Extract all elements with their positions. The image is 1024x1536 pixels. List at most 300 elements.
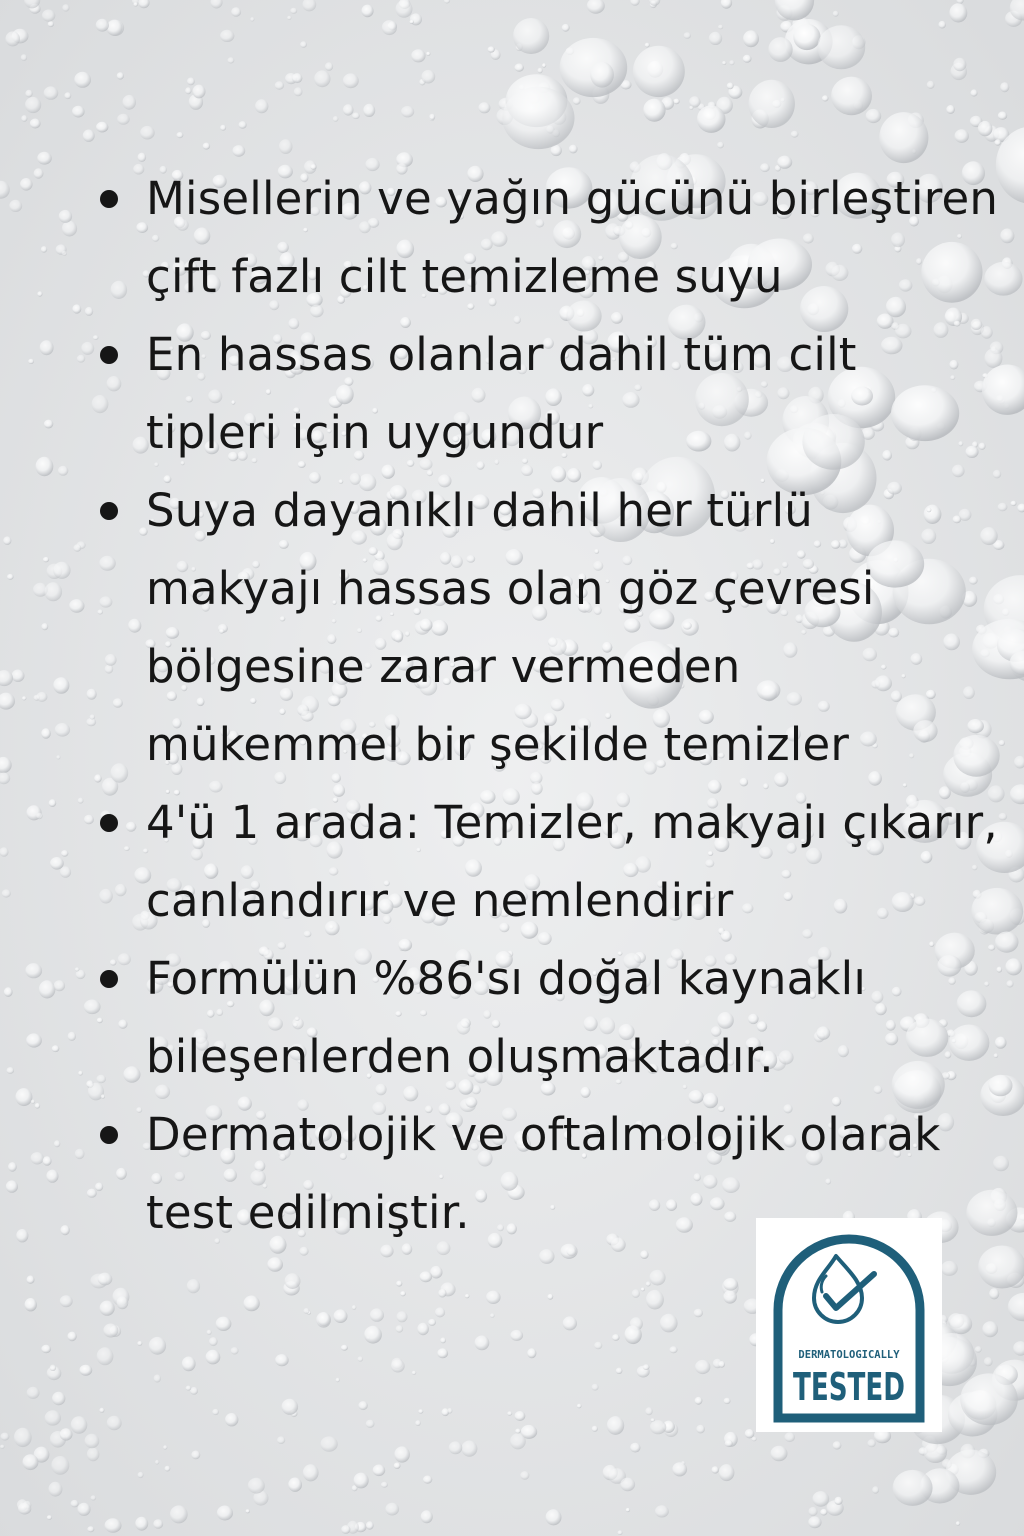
water-droplet <box>334 1309 348 1323</box>
water-droplet <box>68 1032 76 1041</box>
water-droplet <box>970 89 977 96</box>
water-droplet <box>418 1409 423 1413</box>
water-droplet <box>366 1521 374 1529</box>
water-droplet <box>72 304 81 313</box>
water-droplet <box>41 728 51 739</box>
water-droplet <box>56 755 60 759</box>
water-droplet <box>140 126 155 140</box>
water-droplet <box>77 355 85 363</box>
water-droplet <box>694 1309 703 1318</box>
water-droplet <box>44 582 62 601</box>
water-droplet <box>527 1348 536 1358</box>
water-droplet <box>14 1428 32 1447</box>
water-droplet <box>784 1432 795 1442</box>
water-droplet <box>397 1311 408 1322</box>
water-droplet <box>358 1356 364 1361</box>
water-droplet <box>655 1505 669 1517</box>
water-droplet <box>946 105 955 114</box>
water-droplet <box>542 63 546 67</box>
water-droplet <box>696 1425 705 1434</box>
water-droplet <box>400 1291 406 1296</box>
water-droplet <box>6 1180 18 1192</box>
water-droplet <box>956 1521 960 1526</box>
feature-text: Suya dayanıklı dahil her türlü makyajı hassas olan göz çevresi bölgesine zarar vermeden mükemmel bir şekilde temizler <box>146 484 875 771</box>
water-droplet <box>336 1378 340 1382</box>
water-droplet <box>689 106 693 110</box>
water-droplet <box>475 1336 490 1351</box>
water-droplet <box>660 1314 678 1333</box>
water-droplet <box>85 307 93 316</box>
water-droplet <box>620 1478 635 1492</box>
water-droplet <box>53 677 69 694</box>
water-droplet <box>79 1365 92 1376</box>
water-droplet <box>396 1325 404 1332</box>
water-droplet <box>153 1519 163 1529</box>
water-droplet <box>382 20 397 35</box>
water-droplet <box>292 73 302 83</box>
water-droplet <box>725 1440 733 1447</box>
water-droplet <box>41 623 48 630</box>
water-droplet <box>834 1497 842 1505</box>
water-droplet <box>723 1290 737 1303</box>
water-droplet <box>67 1332 76 1342</box>
water-droplet <box>719 1464 735 1481</box>
water-droplet <box>673 99 679 105</box>
water-droplet <box>1005 958 1022 975</box>
water-droplet <box>955 129 969 143</box>
water-droplet <box>812 1491 829 1507</box>
water-droplet <box>37 152 52 165</box>
water-droplet <box>949 3 967 22</box>
water-droplet <box>461 1441 477 1457</box>
water-drop-check-icon <box>814 1256 874 1322</box>
water-droplet <box>187 1279 200 1293</box>
water-droplet <box>437 1348 448 1358</box>
water-droplet <box>72 106 85 118</box>
water-droplet <box>303 1308 309 1314</box>
water-droplet <box>163 1445 167 1449</box>
water-droplet <box>577 1404 582 1409</box>
water-droplet <box>54 1140 60 1147</box>
water-droplet <box>538 68 543 74</box>
water-droplet <box>212 1409 219 1415</box>
water-droplet <box>239 121 247 129</box>
water-droplet <box>363 104 375 117</box>
water-droplet <box>288 1478 302 1492</box>
water-droplet <box>170 1505 188 1523</box>
water-droplet <box>343 104 354 115</box>
water-droplet <box>950 1314 972 1334</box>
water-droplet <box>191 1451 200 1460</box>
water-droplet <box>99 1408 104 1413</box>
water-droplet <box>569 145 578 154</box>
water-droplet <box>41 246 47 253</box>
water-droplet <box>960 1373 1018 1425</box>
badge-line1: DERMATOLOGICALLY <box>798 1349 900 1361</box>
water-droplet <box>515 1411 526 1421</box>
water-droplet <box>117 72 124 79</box>
water-droplet <box>98 1273 113 1286</box>
water-droplet <box>514 64 524 72</box>
water-droplet <box>435 1307 445 1317</box>
water-droplet <box>743 30 759 47</box>
water-droplet <box>364 1326 382 1344</box>
water-droplet <box>243 1296 259 1312</box>
water-droplet <box>394 1446 410 1462</box>
water-droplet <box>186 1386 192 1391</box>
water-droplet <box>27 1387 40 1399</box>
water-droplet <box>21 115 27 122</box>
water-droplet <box>768 37 792 62</box>
water-droplet <box>61 850 68 857</box>
water-droplet <box>833 1441 842 1449</box>
bullet-icon <box>100 1126 118 1144</box>
water-droplet <box>649 1270 665 1286</box>
water-droplet <box>645 1407 652 1415</box>
water-droplet <box>563 1316 577 1330</box>
water-droplet <box>277 1436 285 1444</box>
water-droplet <box>107 1416 122 1430</box>
water-droplet <box>137 1341 142 1346</box>
water-droplet <box>135 1517 148 1531</box>
water-droplet <box>872 1486 879 1493</box>
water-droplet <box>62 4 69 11</box>
water-droplet <box>366 1420 375 1428</box>
water-droplet <box>717 142 724 149</box>
water-droplet <box>26 1033 42 1047</box>
water-droplet <box>91 1495 97 1500</box>
water-droplet <box>87 689 97 700</box>
water-droplet <box>48 21 54 27</box>
water-droplet <box>771 1446 788 1461</box>
bullet-icon <box>100 502 118 520</box>
water-droplet <box>669 1346 677 1353</box>
water-droplet <box>87 1526 94 1532</box>
water-droplet <box>182 1357 196 1372</box>
water-droplet <box>401 106 414 117</box>
water-droplet <box>502 87 574 149</box>
water-droplet <box>7 574 14 580</box>
water-droplet <box>90 715 96 720</box>
water-droplet <box>117 114 130 125</box>
bullet-icon <box>100 190 118 208</box>
water-droplet <box>421 70 435 84</box>
water-droplet <box>21 54 27 61</box>
list-item <box>100 160 1000 316</box>
water-droplet <box>712 1466 719 1473</box>
list-item <box>100 316 1000 472</box>
water-droplet <box>138 1472 144 1478</box>
water-droplet <box>106 20 122 36</box>
water-droplet <box>36 813 43 819</box>
water-droplet <box>84 1000 101 1015</box>
water-droplet <box>592 1426 598 1432</box>
water-droplet <box>490 1313 495 1317</box>
water-droplet <box>300 41 307 48</box>
water-droplet <box>59 210 72 223</box>
water-droplet <box>203 143 210 150</box>
water-droplet <box>320 1436 337 1451</box>
water-droplet <box>924 1442 947 1463</box>
water-droplet <box>426 52 430 56</box>
water-droplet <box>867 1439 875 1447</box>
water-droplet <box>51 1456 69 1475</box>
water-droplet <box>220 30 234 42</box>
water-droplet <box>25 1298 37 1311</box>
water-droplet <box>488 46 495 52</box>
water-droplet <box>105 1518 122 1533</box>
water-droplet <box>16 1229 28 1242</box>
water-droplet <box>352 113 360 120</box>
water-droplet <box>36 692 47 702</box>
water-droplet <box>718 25 723 30</box>
water-droplet <box>752 1437 757 1442</box>
water-droplet <box>998 112 1007 120</box>
water-droplet <box>341 1345 348 1351</box>
water-droplet <box>420 1271 433 1282</box>
water-droplet <box>520 1471 529 1480</box>
water-droplet <box>478 102 490 113</box>
water-droplet <box>31 1100 35 1104</box>
water-droplet <box>729 60 734 65</box>
water-droplet <box>866 109 882 123</box>
water-droplet <box>155 1460 159 1465</box>
water-droplet <box>820 1509 827 1516</box>
water-droplet <box>28 359 34 364</box>
water-droplet <box>727 83 734 90</box>
water-droplet <box>893 1470 933 1506</box>
water-droplet <box>415 1420 421 1426</box>
water-droplet <box>34 168 44 178</box>
water-droplet <box>373 1465 386 1477</box>
water-droplet <box>616 1368 623 1374</box>
list-item <box>100 472 1000 784</box>
water-droplet <box>594 1342 602 1350</box>
water-droplet <box>808 1507 817 1516</box>
water-droplet <box>0 1433 9 1441</box>
water-droplet <box>641 1288 645 1292</box>
bullet-icon <box>100 814 118 832</box>
water-droplet <box>645 43 650 48</box>
water-droplet <box>100 1301 115 1316</box>
water-droplet <box>1000 82 1009 92</box>
water-droplet <box>47 1515 52 1520</box>
water-droplet <box>465 1294 470 1298</box>
water-droplet <box>228 57 235 63</box>
water-droplet <box>989 1288 999 1299</box>
water-droplet <box>217 1506 233 1521</box>
water-droplet <box>607 1416 624 1435</box>
water-droplet <box>562 24 570 32</box>
water-droplet <box>590 62 614 88</box>
water-droplet <box>225 1413 238 1426</box>
water-droplet <box>510 1330 523 1341</box>
water-droplet <box>87 1189 97 1198</box>
water-droplet <box>81 342 94 355</box>
water-droplet <box>71 1416 88 1434</box>
water-droplet <box>290 8 297 14</box>
water-droplet <box>718 1361 725 1368</box>
feature-text: Formülün %86'sı doğal kaynaklı bileşenlerden oluşmaktadır. <box>146 952 867 1083</box>
water-droplet <box>165 1466 171 1472</box>
water-droplet <box>103 1324 118 1338</box>
water-droplet <box>749 80 795 128</box>
bullet-icon <box>100 970 118 988</box>
water-droplet <box>808 1516 821 1528</box>
water-droplet <box>41 1345 51 1353</box>
water-droplet <box>216 1317 232 1331</box>
water-droplet <box>343 73 359 88</box>
water-droplet <box>358 1401 367 1410</box>
water-droplet <box>547 1294 553 1300</box>
water-droplet <box>25 97 41 113</box>
water-droplet <box>30 119 41 129</box>
water-droplet <box>624 1325 641 1344</box>
water-droplet <box>75 967 80 971</box>
water-droplet <box>743 55 752 63</box>
water-droplet <box>39 980 56 998</box>
water-droplet <box>646 1290 664 1310</box>
water-droplet <box>275 1354 289 1366</box>
feature-text: Dermatolojik ve oftalmolojik olarak test edilmiştir. <box>146 1108 941 1239</box>
water-droplet <box>117 1296 129 1309</box>
water-droplet <box>650 1420 666 1434</box>
water-droplet <box>53 562 70 579</box>
water-droplet <box>412 1371 416 1375</box>
water-droplet <box>282 1399 299 1415</box>
water-droplet <box>287 16 291 20</box>
water-droplet <box>27 1276 35 1284</box>
water-droplet <box>185 87 191 94</box>
water-droplet <box>40 340 54 355</box>
water-droplet <box>36 457 54 476</box>
water-droplet <box>879 112 928 163</box>
water-droplet <box>7 1067 15 1074</box>
water-droplet <box>52 1392 65 1406</box>
water-droplet <box>60 1225 69 1235</box>
list-item <box>100 940 1000 1096</box>
water-droplet <box>4 987 13 997</box>
water-droplet <box>632 1289 640 1298</box>
water-droplet <box>822 95 829 101</box>
water-droplet <box>267 1257 283 1272</box>
water-droplet <box>1006 980 1013 987</box>
water-droplet <box>722 61 726 65</box>
water-droplet <box>22 1454 38 1470</box>
water-droplet <box>25 90 32 98</box>
water-droplet <box>449 1441 463 1454</box>
water-droplet <box>31 1152 44 1164</box>
water-droplet <box>515 1429 521 1434</box>
water-droplet <box>573 97 581 104</box>
water-droplet <box>318 1312 331 1326</box>
water-droplet <box>3 536 11 545</box>
water-droplet <box>44 86 59 99</box>
water-droplet <box>22 696 26 700</box>
water-droplet <box>12 670 25 682</box>
water-droplet <box>232 145 245 157</box>
water-droplet <box>49 799 57 807</box>
water-droplet <box>279 139 293 154</box>
water-droplet <box>48 1482 62 1497</box>
water-droplet <box>325 62 333 71</box>
water-droplet <box>394 1463 401 1469</box>
water-droplet <box>75 1149 85 1159</box>
water-droplet <box>438 1289 446 1298</box>
water-droplet <box>60 866 71 877</box>
water-droplet <box>15 1088 32 1106</box>
water-droplet <box>42 10 55 22</box>
water-droplet <box>58 466 68 476</box>
water-droplet <box>1000 229 1014 244</box>
feature-text: 4'ü 1 arada: Temizler, makyajı çıkarır, canlandırır ve nemlendirir <box>146 796 998 927</box>
water-droplet <box>938 21 946 29</box>
water-droplet <box>71 1500 79 1507</box>
water-droplet <box>421 1510 433 1523</box>
water-droplet <box>209 1337 218 1346</box>
water-droplet <box>630 1443 640 1453</box>
water-droplet <box>684 32 691 39</box>
water-droplet <box>341 1525 350 1534</box>
water-droplet <box>74 72 91 88</box>
water-droplet <box>20 178 33 191</box>
water-droplet <box>817 25 865 69</box>
water-droplet <box>231 1347 239 1354</box>
water-droplet <box>231 7 241 17</box>
water-droplet <box>35 1103 40 1109</box>
water-droplet <box>396 0 413 18</box>
water-droplet <box>44 420 53 429</box>
water-droplet <box>513 18 549 54</box>
water-droplet <box>709 32 722 45</box>
water-droplet <box>206 1350 221 1365</box>
water-droplet <box>507 1411 512 1415</box>
water-droplet <box>391 1360 405 1373</box>
water-droplet <box>447 1408 452 1414</box>
water-droplet <box>0 1445 5 1449</box>
water-droplet <box>410 20 414 24</box>
water-droplet <box>626 1508 630 1512</box>
water-droplet <box>9 200 22 212</box>
water-droplet <box>62 221 77 237</box>
water-droplet <box>941 1261 958 1276</box>
water-droplet <box>285 1273 301 1289</box>
water-droplet <box>133 2 138 6</box>
water-droplet <box>62 251 67 256</box>
water-droplet <box>791 131 799 138</box>
water-droplet <box>927 81 935 89</box>
water-droplet <box>352 1305 356 1310</box>
water-droplet <box>187 78 195 86</box>
water-droplet <box>193 85 206 99</box>
water-droplet <box>633 46 685 97</box>
water-droplet <box>396 1281 402 1287</box>
water-droplet <box>60 1428 73 1440</box>
water-droplet <box>592 1384 599 1391</box>
water-droplet <box>250 17 254 21</box>
water-droplet <box>697 105 726 133</box>
water-droplet <box>1011 501 1017 506</box>
water-droplet <box>440 1338 446 1344</box>
water-droplet <box>248 1478 265 1494</box>
water-droplet <box>643 1364 650 1370</box>
water-droplet <box>724 1398 731 1404</box>
water-droplet <box>833 11 839 17</box>
water-droplet <box>646 1282 651 1287</box>
water-droplet <box>695 1397 703 1405</box>
water-droplet <box>370 1308 384 1321</box>
water-droplet <box>695 1360 710 1374</box>
